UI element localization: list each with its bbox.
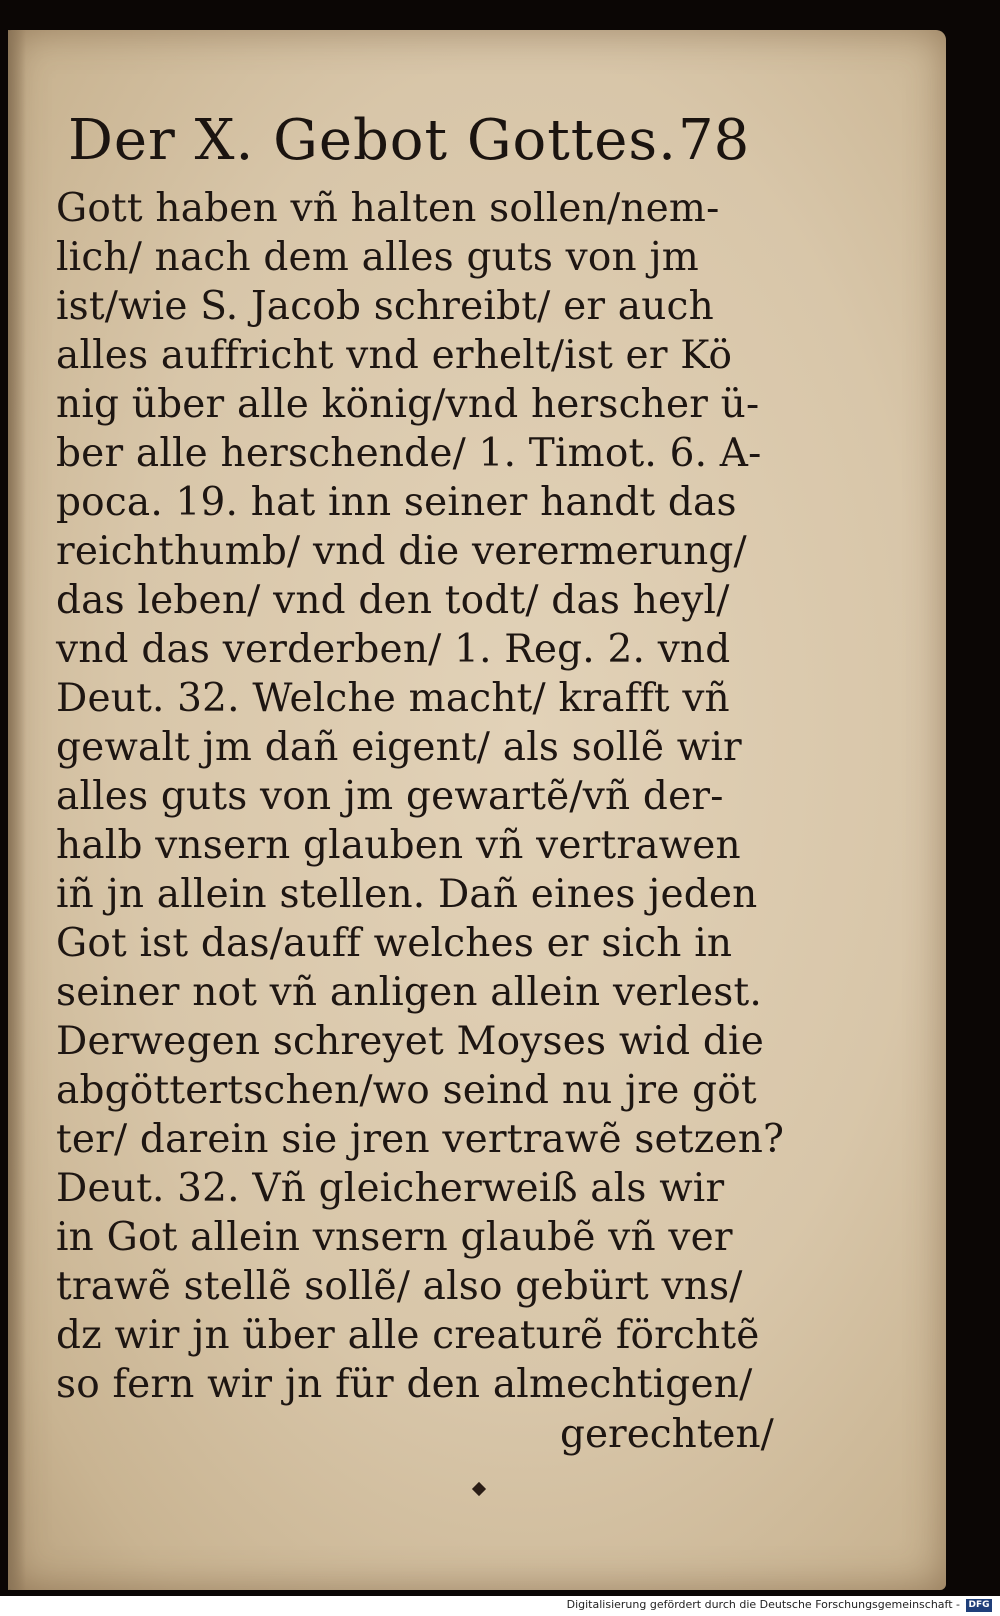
text-line: abgöttertschen/wo seind nu jre göt	[56, 1068, 757, 1113]
text-line: seiner not vñ anligen allein verlest.	[56, 970, 762, 1015]
text-line: trawẽ stellẽ sollẽ/ also gebürt vns/	[56, 1264, 743, 1309]
text-line: reichthumb/ vnd die verermerung/	[56, 529, 747, 574]
text-line: dz wir jn über alle creaturẽ förchtẽ	[56, 1313, 760, 1358]
text-line: vnd das verderben/ 1. Reg. 2. vnd	[56, 627, 731, 672]
page-header	[68, 108, 768, 178]
text-line: Gott haben vñ halten sollen/nem-	[56, 186, 720, 231]
text-line: das leben/ vnd den todt/ das heyl/	[56, 578, 730, 623]
text-line: Got ist das/auff welches er sich in	[56, 921, 733, 966]
text-line: poca. 19. hat inn seiner handt das	[56, 480, 737, 525]
text-line: alles auffricht vnd erhelt/ist er Kö	[56, 333, 733, 378]
dfg-logo: DFG	[966, 1599, 992, 1612]
funding-credit: Digitalisierung gefördert durch die Deutsche Forschungsgemeinschaft -	[566, 1598, 960, 1611]
digitization-footer	[0, 1596, 1000, 1616]
text-line: Deut. 32. Vñ gleicherweiß als wir	[56, 1166, 725, 1211]
text-line: Deut. 32. Welche macht/ krafft vñ	[56, 676, 730, 721]
text-line: ber alle herschende/ 1. Timot. 6. A-	[56, 431, 762, 476]
running-title: Der X. Gebot Gottes.	[68, 108, 677, 173]
text-line: lich/ nach dem alles guts von jm	[56, 235, 699, 280]
page-number: 78	[678, 108, 750, 173]
text-line: Derwegen schreyet Moyses wid die	[56, 1019, 764, 1064]
catchword: gerechten/	[560, 1412, 774, 1457]
page-gutter-shadow	[8, 30, 26, 1590]
text-line: ter/ darein sie jren vertrawẽ setzen?	[56, 1117, 785, 1162]
body-text	[56, 184, 785, 1409]
text-line: halb vnsern glauben vñ vertrawen	[56, 823, 741, 868]
text-line: alles guts von jm gewartẽ/vñ der-	[56, 774, 724, 819]
text-line: nig über alle könig/vnd herscher ü-	[56, 382, 760, 427]
text-line: gewalt jm dañ eigent/ als sollẽ wir	[56, 725, 742, 770]
text-line: so fern wir jn für den almechtigen/	[56, 1362, 753, 1407]
text-line: in Got allein vnsern glaubẽ vñ ver	[56, 1215, 733, 1260]
text-line: iñ jn allein stellen. Dañ eines jeden	[56, 872, 758, 917]
text-line: ist/wie S. Jacob schreibt/ er auch	[56, 284, 714, 329]
